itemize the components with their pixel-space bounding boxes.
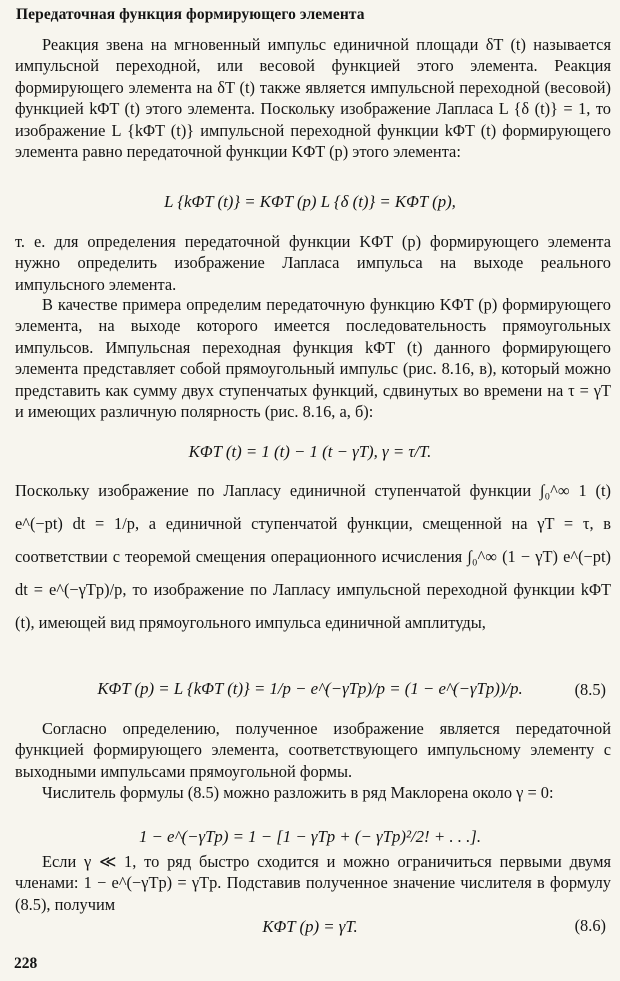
paragraph-impulse-response: Реакция звена на мгновенный импульс единичной площади δT (t) называется импульсной переходной, или весовой функцией этого элемента. Реакция формирующего элемента на δT (t) также является импульсной переходной (весовой) функцией kΦT (t) этого элемента. Поскольку изображение Лапласа L {δ (t)} = 1, то изображение L {kΦT (t)} импульсной переходной функции kΦT (t) формирующего элемента равно передаточной функции KΦT (p) этого элемента: (15, 35, 611, 162)
formula-laplace-transfer: L {kΦT (t)} = KΦT (p) L {δ (t)} = KΦT (p), (164, 192, 456, 211)
equation-number-8-6: (8.6) (574, 916, 606, 935)
equation-number-8-5: (8.5) (574, 680, 606, 699)
paragraph-example: В качестве примера определим передаточную функцию KΦT (p) формирующего элемента, на выходе которого имеется последовательность прямоугольных импульсов. Импульсная переходная функция kΦT (t) данного формирующего элемента представляет собой прямоугольный импульс (рис. 8.16, в), который можно представить как сумму двух ступенчатых функций, сдвинутых во времени на τ = γT и имеющих различную полярность (рис. 8.16, а, б): (15, 295, 611, 422)
paragraph-transfer-definition: т. е. для определения передаточной функции KΦT (p) формирующего элемента нужно определить изображение Лапласа импульса на выходе реального импульсного элемента. (15, 232, 611, 294)
formula-8-5: KΦT (p) = L {kΦT (t)} = 1/p − e^(−γTp)/p = (1 − e^(−γTp))/p. (97, 679, 523, 698)
formula-step-difference: KΦT (t) = 1 (t) − 1 (t − γT), γ = τ/T. (188, 442, 432, 461)
formula-maclaurin-series: 1 − e^(−γTp) = 1 − [1 − γTp + (− γTp)²/2! + . . .]. (138, 827, 482, 846)
paragraph-approximation: Если γ ≪ 1, то ряд быстро сходится и можно ограничиться первыми двумя членами: 1 − e^(−γTp) = γTp. Подставив полученное значение числителя в формулу (8.5), получим (15, 852, 611, 914)
formula-8-6: KΦT (p) = γT. (262, 917, 358, 936)
paragraph-maclaurin: Числитель формулы (8.5) можно разложить в ряд Маклорена около γ = 0: (42, 783, 554, 802)
page-number: 228 (14, 955, 38, 972)
section-heading: Передаточная функция формирующего элемента (16, 6, 365, 23)
paragraph-definition: Согласно определению, полученное изображение является передаточной функцией формирующего элемента, соответствующего импульсному элементу с выходными импульсами прямоугольной формы. (15, 719, 611, 781)
paragraph-laplace-shift: Поскольку изображение по Лапласу единичной ступенчатой функции ∫₀^∞ 1 (t) e^(−pt) dt = 1/p, а единичной ступенчатой функции, смещенной на γT = τ, в соответствии с теоремой смещения операционного исчисления ∫₀^∞ (1 − γT) e^(−pt) dt = e^(−γTp)/p, то изображение по Лапласу импульсной переходной функции kΦT (t), имеющей вид прямоугольного импульса единичной амплитуды, (15, 481, 611, 632)
